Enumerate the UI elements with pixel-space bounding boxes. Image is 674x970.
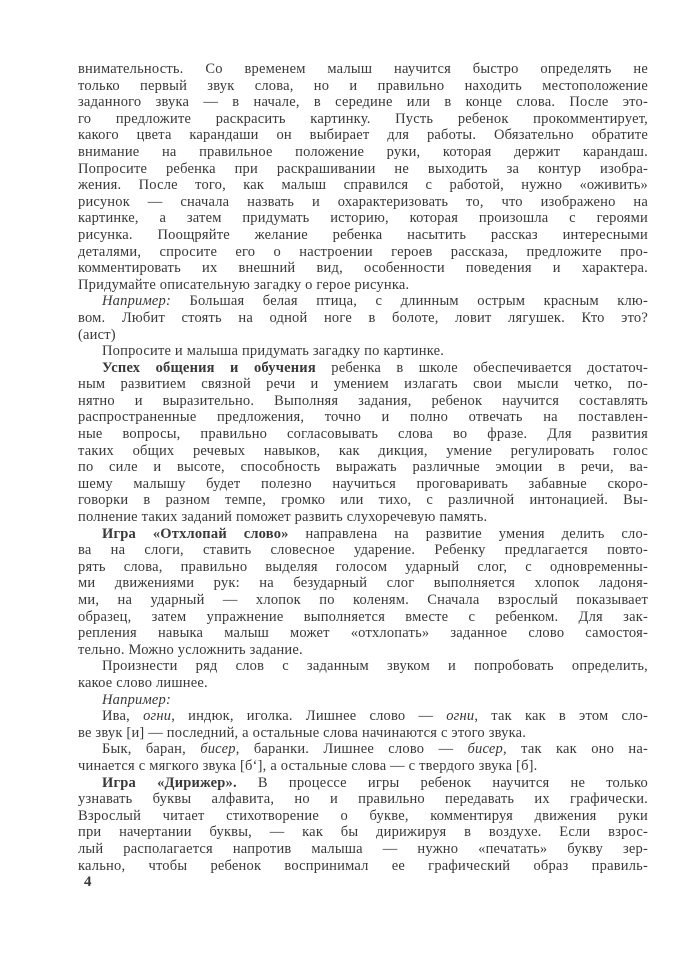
text-line	[78, 575, 648, 592]
text-segment: , баранки. Лишнее слово —	[235, 741, 468, 758]
text-line	[78, 144, 648, 161]
text-line	[78, 526, 648, 543]
text-segment: Произнести ряд слов с заданным звуком и попробовать определить,	[102, 658, 648, 675]
text-line	[78, 858, 648, 875]
italic-text: бисер	[467, 741, 503, 758]
text-segment: шему малышу будет полезно научиться проговаривать забавные скоро-	[78, 475, 648, 492]
italic-text: Например:	[102, 691, 172, 708]
text-segment: Придумайте описательную загадку о герое рисунка.	[78, 276, 410, 293]
text-segment: заданного звука — в начале, в середине или в конце слова. После это-	[78, 94, 648, 111]
text-segment: ве звук [и] — последний, а остальные слова начинаются с этого звука.	[78, 724, 527, 741]
text-line	[78, 78, 648, 95]
text-line	[78, 194, 648, 211]
text-line	[78, 343, 648, 360]
text-segment: ва на слоги, ставить словесное ударение. Ребенку предлагается повто-	[78, 542, 648, 559]
text-segment: внимательность. Со временем малыш научится быстро определять не	[78, 61, 648, 77]
text-segment: узнавать буквы алфавита, но и правильно передавать их графически.	[78, 791, 648, 808]
text-segment: Попросите и малыша придумать загадку по картинке.	[102, 343, 445, 360]
text-segment: таких общих речевых навыков, как дикция, умение регулировать голос	[78, 442, 648, 459]
paragraph	[78, 775, 648, 875]
text-segment: , индюк, иголка. Лишнее слово —	[171, 708, 447, 725]
text-segment: го предложите раскрасить картинку. Пусть ребенок прокомментирует,	[78, 110, 648, 127]
text-segment: рисунок — сначала назвать и охарактеризовать то, что изображено на	[78, 193, 648, 210]
text-line	[78, 559, 648, 576]
text-line	[78, 327, 648, 344]
text-segment: Попросите ребенка при раскрашивании не выходить за контур изобра-	[78, 160, 648, 177]
text-segment: какого цвета карандаши он выбирает для работы. Обязательно обратите	[78, 127, 648, 144]
text-line	[78, 210, 648, 227]
text-segment: , так как оно на-	[503, 741, 648, 758]
text-line	[78, 227, 648, 244]
text-segment: рисунка. Поощряйте желание ребенка насытить рассказ интересными	[78, 226, 648, 243]
text-line	[78, 675, 648, 692]
text-line	[78, 741, 648, 758]
text-line	[78, 758, 648, 775]
text-line	[78, 725, 648, 742]
text-segment: направлена на развитие умения делить сло-	[288, 525, 648, 542]
text-line	[78, 509, 648, 526]
text-segment: при начертании буквы, — как бы дирижируя в воздухе. Если взрос-	[78, 824, 648, 841]
text-line	[78, 642, 648, 659]
text-line	[78, 824, 648, 841]
italic-text: бисер	[200, 741, 236, 758]
text-segment: вом. Любит стоять на одной ноге в болоте, ловит лягушек. Кто это?	[78, 309, 648, 326]
text-line	[78, 94, 648, 111]
text-segment: рять слова, правильно выделяя голосом ударный слог, с одновременны-	[78, 558, 648, 575]
text-line	[78, 592, 648, 609]
text-line	[78, 775, 648, 792]
text-line	[78, 393, 648, 410]
text-segment: нятно и выразительно. Выполняя задания, ребенок научится составлять	[78, 392, 648, 409]
text-line	[78, 127, 648, 144]
text-segment: ми движениями рук: на безударный слог выполняется хлопок ладоня-	[78, 575, 648, 592]
text-segment: распространенные предложения, точно и полно отвечать на поставлен-	[78, 409, 648, 426]
paragraph	[78, 658, 648, 691]
text-segment: кально, чтобы ребенок воспринимал ее графический образ правиль-	[78, 857, 648, 874]
text-line	[78, 476, 648, 493]
text-block	[78, 61, 648, 874]
paragraph	[78, 708, 648, 741]
text-segment: картинке, а затем придумать историю, которая произошла с героями	[78, 210, 648, 227]
text-segment: внимание на правильное положение руки, которая держит карандаш.	[78, 143, 648, 160]
text-segment: ребенка в школе обеспечивается достаточ-	[315, 359, 649, 376]
text-line	[78, 61, 648, 78]
text-line	[78, 310, 648, 327]
text-line	[78, 808, 648, 825]
text-line	[78, 260, 648, 277]
bold-text: Игра «Дирижер».	[102, 774, 237, 791]
text-segment: лый располагается напротив малыша — нужно «печатать» букву зер-	[78, 840, 648, 857]
text-line	[78, 161, 648, 178]
text-line	[78, 293, 648, 310]
text-line	[78, 409, 648, 426]
text-segment: В процессе игры ребенок научится не только	[236, 774, 649, 791]
text-line	[78, 111, 648, 128]
text-line	[78, 542, 648, 559]
text-segment: только первый звук слова, но и правильно находить местоположение	[78, 77, 648, 94]
text-segment: образец, затем упражнение выполняется вместе с ребенком. Для зак-	[78, 608, 648, 625]
text-segment: жения. После того, как малыш справился с работой, нужно «оживить»	[78, 177, 648, 194]
text-line	[78, 459, 648, 476]
text-segment: деталями, спросите его о настроении героев рассказа, предложите про-	[78, 243, 648, 260]
text-line	[78, 791, 648, 808]
italic-text: огни	[446, 708, 475, 725]
italic-text: огни	[143, 708, 172, 725]
text-line	[78, 625, 648, 642]
text-segment: ми, на ударный — хлопок по коленям. Сначала взрослый показывает	[78, 592, 648, 608]
text-line	[78, 277, 648, 294]
text-segment: (аист)	[78, 326, 116, 343]
text-line	[78, 609, 648, 626]
text-line	[78, 360, 648, 377]
text-line	[78, 177, 648, 194]
text-line	[78, 443, 648, 460]
text-segment: ные вопросы, правильно согласовывать слова во фразе. Для развития	[78, 426, 648, 443]
text-segment: репления навыка малыш может «отхлопать» заданное слово самостоя-	[78, 625, 648, 642]
text-line	[78, 426, 648, 443]
text-segment: полнение таких заданий поможет развить слухоречевую память.	[78, 509, 488, 526]
text-segment: Ива,	[102, 708, 144, 725]
paragraph	[78, 343, 648, 360]
text-line	[78, 244, 648, 261]
paragraph	[78, 61, 648, 293]
text-segment: , так как в этом сло-	[474, 708, 648, 725]
bold-text: Успех общения и обучения	[102, 359, 316, 376]
text-segment: по силе и высоте, способность выражать различные эмоции в речи, ва-	[78, 459, 648, 476]
italic-text: Например:	[102, 293, 172, 310]
bold-text: Игра «Отхлопай слово»	[102, 525, 289, 542]
text-segment: чинается с мягкого звука [б‘], а остальные слова — с твердого звука [б].	[78, 757, 538, 774]
paragraph	[78, 741, 648, 774]
text-segment: Бык, баран,	[102, 741, 201, 758]
text-line	[78, 708, 648, 725]
text-segment: Взрослый читает стихотворение о букве, комментируя движения руки	[78, 807, 648, 824]
paragraph	[78, 526, 648, 659]
text-line	[78, 841, 648, 858]
text-line	[78, 492, 648, 509]
paragraph	[78, 360, 648, 526]
text-line	[78, 692, 648, 709]
text-line	[78, 658, 648, 675]
text-segment: какое слово лишнее.	[78, 674, 208, 691]
text-segment: тельно. Можно усложнить задание.	[78, 641, 303, 658]
text-segment: комментировать их внешний вид, особенности поведения и характера.	[78, 260, 648, 277]
text-segment: говорки в разном темпе, громко или тихо, с различной интонацией. Вы-	[78, 492, 648, 509]
paragraph	[78, 293, 648, 343]
text-segment: ным развитием связной речи и умением излагать свои мысли четко, по-	[78, 376, 648, 393]
paragraph	[78, 692, 648, 709]
text-segment: Большая белая птица, с длинным острым красным клю-	[171, 293, 648, 310]
text-line	[78, 376, 648, 393]
page-number: 4	[84, 874, 92, 890]
